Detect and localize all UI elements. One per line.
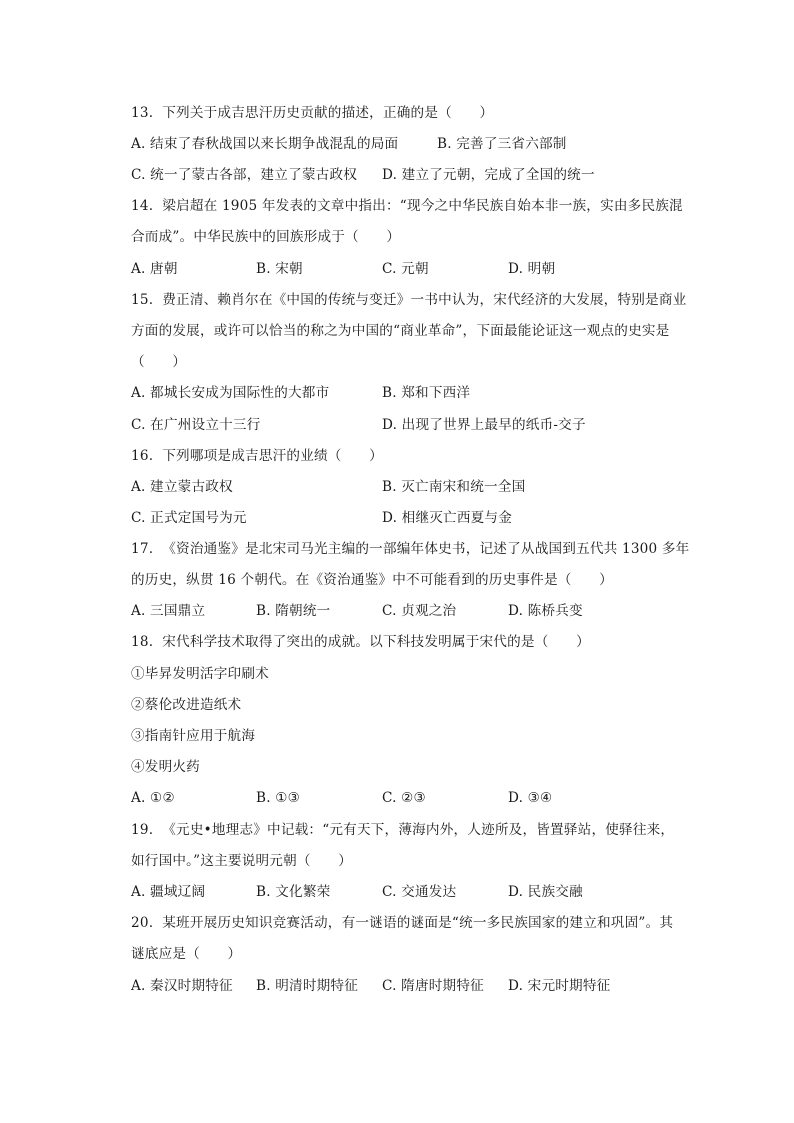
question-16-option-a: A. 建立蒙古政权 [131, 479, 233, 495]
question-14-option-c: C. 元朝 [382, 261, 429, 277]
question-16-stem: 16. 下列哪项是成吉思汗的业绩（ ） [131, 448, 383, 464]
question-15-option-d: D. 出现了世界上最早的纸币-交子 [382, 417, 586, 433]
question-18-option-a: A. ①② [131, 790, 175, 806]
question-14-stem-line-1: 14. 梁启超在 1905 年发表的文章中指出：“现今之中华民族自始本非一族，实由多民族混 [131, 198, 683, 214]
question-17-stem-line-2: 的历史，纵贯 16 个朝代。在《资治通鉴》中不可能看到的历史事件是（ ） [131, 572, 613, 588]
question-18-option-c: C. ②③ [382, 790, 426, 806]
question-13-option-c: C. 统一了蒙古各部，建立了蒙古政权 [131, 167, 358, 183]
question-15-option-b: B. 郑和下西洋 [382, 385, 471, 401]
question-19-stem-line-1: 19. 《元史•地理志》中记载：“元有天下，薄海内外，人迹所及，皆置驿站，使驿往来， [131, 822, 675, 838]
question-20-option-b: B. 明清时期特征 [256, 978, 358, 994]
question-19-option-c: C. 交通发达 [382, 884, 457, 900]
question-18-item-2: ②蔡伦改进造纸术 [131, 697, 242, 713]
question-18-item-1: ①毕昇发明活字印刷术 [131, 666, 269, 682]
question-19-option-a: A. 疆域辽阔 [131, 884, 206, 900]
question-17-option-b: B. 隋朝统一 [256, 603, 331, 619]
question-13-stem: 13. 下列关于成吉思汗历史贡献的描述，正确的是（ ） [131, 105, 494, 121]
question-14-option-d: D. 明朝 [508, 261, 556, 277]
question-20-option-c: C. 隋唐时期特征 [382, 978, 484, 994]
question-15-option-a: A. 都城长安成为国际性的大都市 [131, 385, 330, 401]
question-20-stem-line-1: 20. 某班开展历史知识竞赛活动，有一谜语的谜面是“统一多民族国家的建立和巩固”。其 [131, 915, 674, 931]
question-17-option-c: C. 贞观之治 [382, 603, 457, 619]
question-20-option-a: A. 秦汉时期特征 [131, 978, 233, 994]
question-19-stem-line-2: 如行国中。”这主要说明元朝（ ） [131, 853, 353, 869]
question-20-stem-line-2: 谜底应是（ ） [131, 946, 242, 962]
question-18-item-3: ③指南针应用于航海 [131, 728, 256, 744]
question-15-option-c: C. 在广州设立十三行 [131, 417, 261, 433]
question-19-option-d: D. 民族交融 [508, 884, 583, 900]
question-19-option-b: B. 文化繁荣 [256, 884, 331, 900]
question-13-option-b: B. 完善了三省六部制 [437, 136, 567, 152]
question-15-stem-line-3: （ ） [131, 354, 187, 370]
question-17-stem-line-1: 17. 《资治通鉴》是北宋司马光主编的一部编年体史书，记述了从战国到五代共 1300 多年 [131, 541, 690, 557]
question-17-option-a: A. 三国鼎立 [131, 603, 206, 619]
question-17-option-d: D. 陈桥兵变 [508, 603, 583, 619]
question-18-option-b: B. ①③ [256, 790, 301, 806]
question-14-option-a: A. 唐朝 [131, 261, 178, 277]
question-18-stem: 18. 宋代科学技术取得了突出的成就。以下科技发明属于宋代的是（ ） [131, 634, 590, 650]
question-16-option-d: D. 相继灭亡西夏与金 [382, 510, 513, 526]
question-16-option-c: C. 正式定国号为元 [131, 510, 247, 526]
question-13-option-a: A. 结束了春秋战国以来长期争战混乱的局面 [131, 136, 399, 152]
question-14-stem-line-2: 合而成”。中华民族中的回族形成于（ ） [131, 229, 401, 245]
question-16-option-b: B. 灭亡南宋和统一全国 [382, 479, 526, 495]
question-15-stem-line-2: 方面的发展，或许可以恰当的称之为中国的“商业革命”，下面最能论证这一观点的史实是 [131, 323, 670, 339]
question-18-item-4: ④发明火药 [131, 759, 200, 775]
question-13-option-d: D. 建立了元朝，完成了全国的统一 [382, 167, 595, 183]
question-18-option-d: D. ③④ [508, 790, 553, 806]
question-14-option-b: B. 宋朝 [256, 261, 303, 277]
question-15-stem-line-1: 15. 费正清、赖肖尔在《中国的传统与变迁》一书中认为，宋代经济的大发展，特别是商业 [131, 292, 687, 308]
question-20-option-d: D. 宋元时期特征 [508, 978, 611, 994]
